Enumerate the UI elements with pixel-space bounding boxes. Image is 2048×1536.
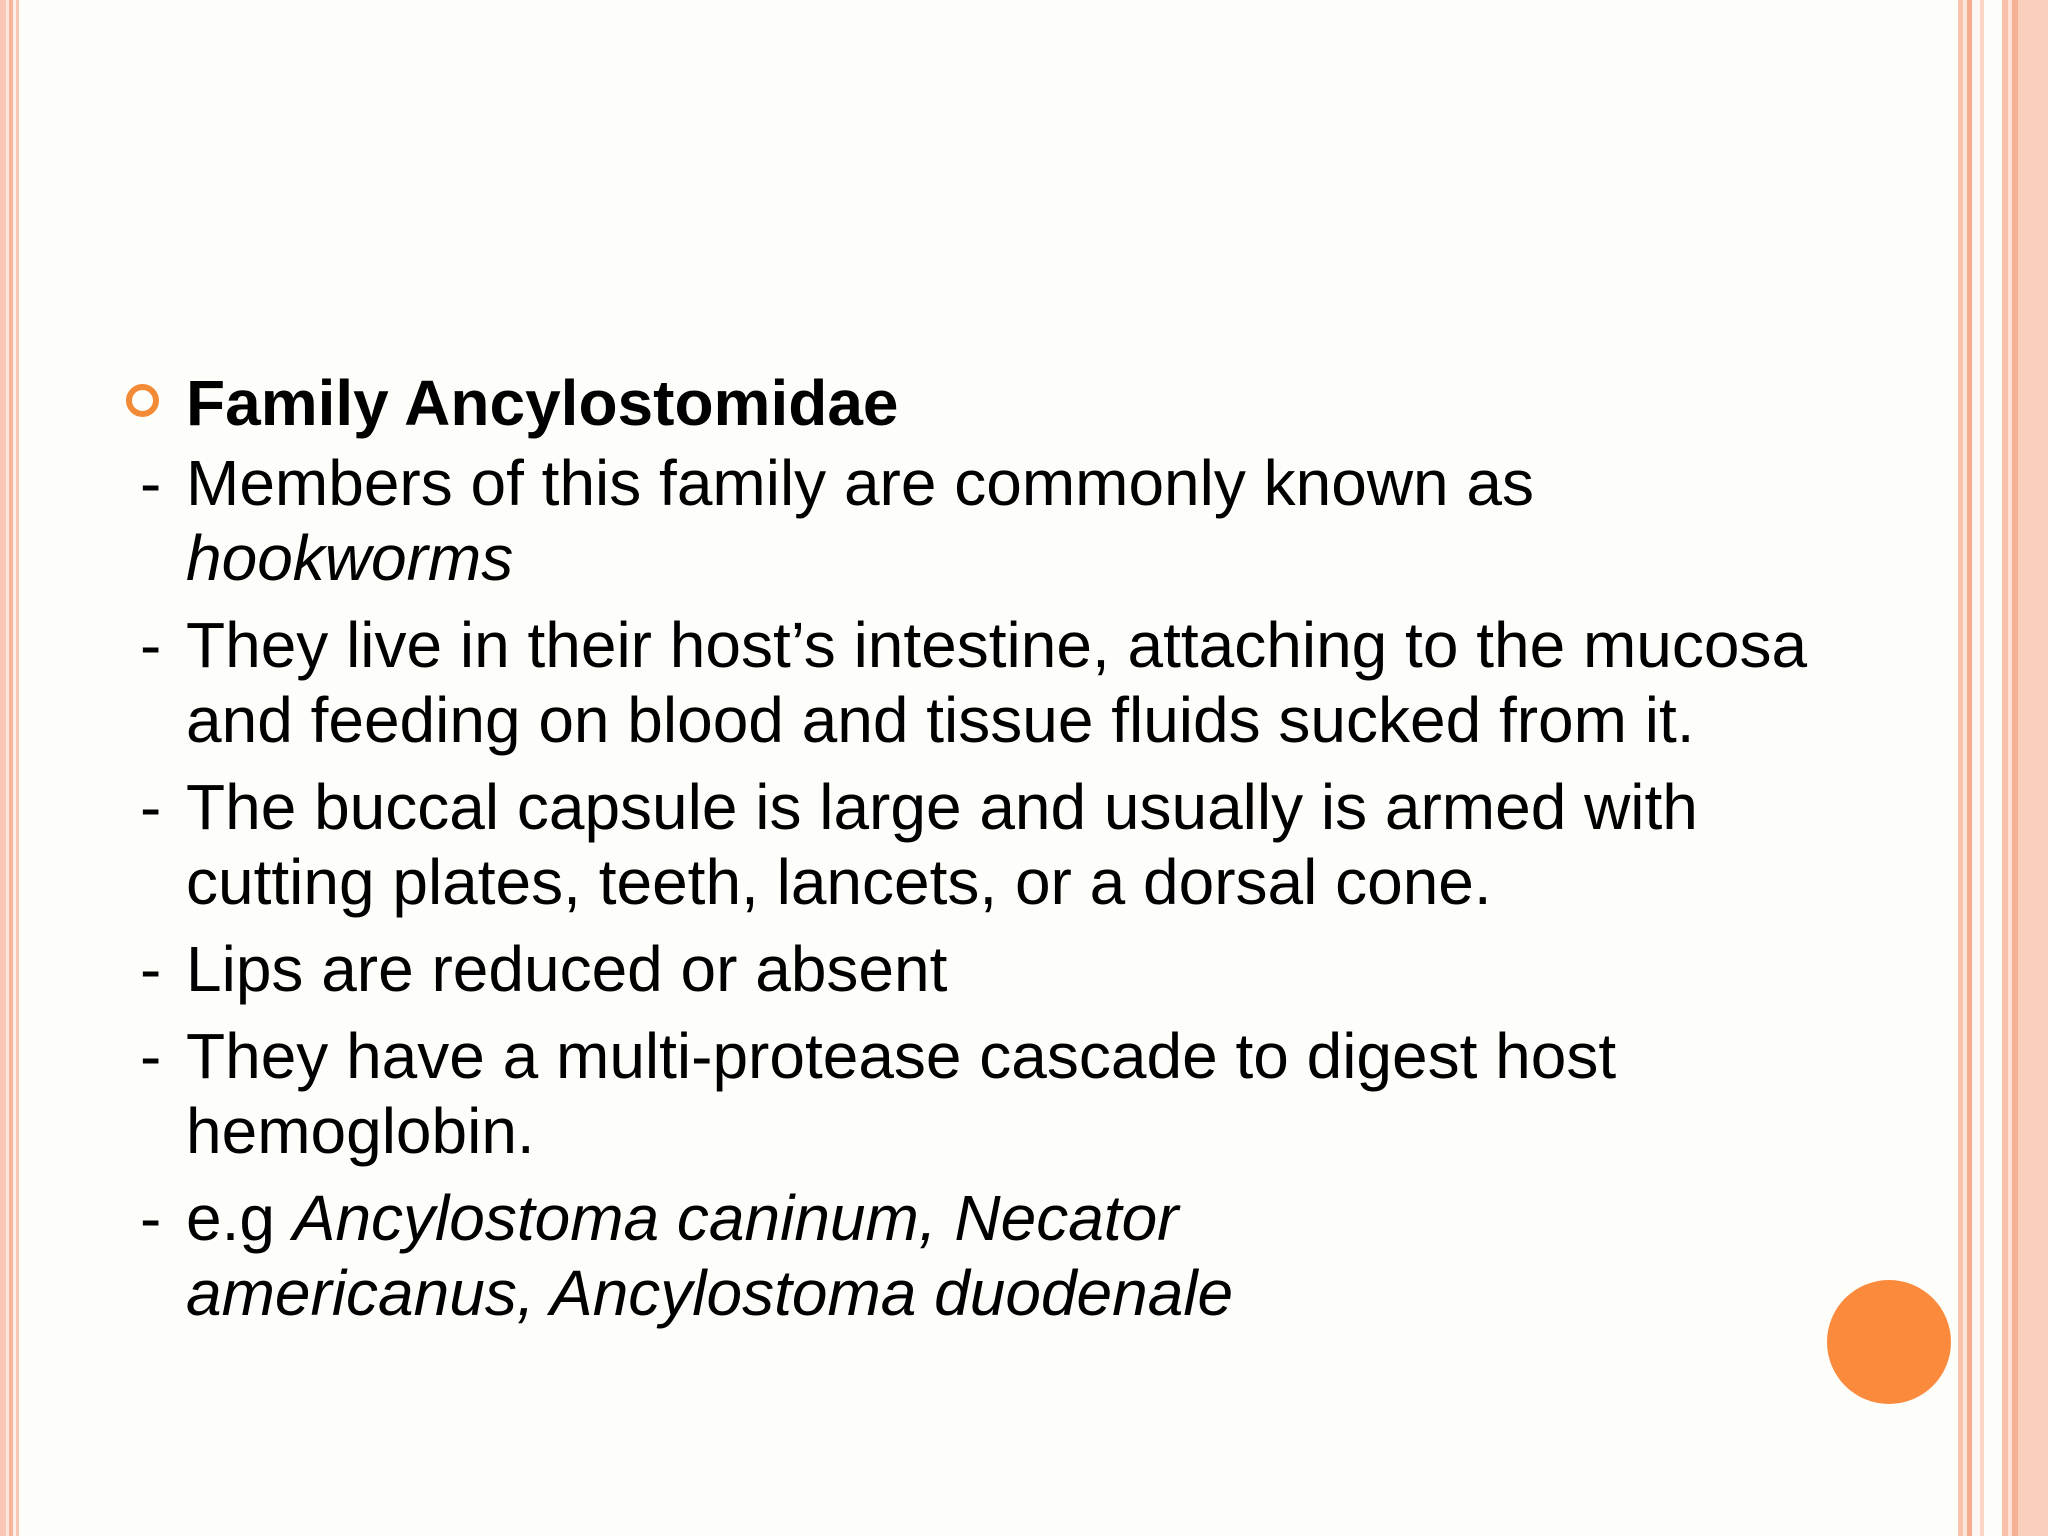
item-line: cutting plates, teeth, lancets, or a dorsal cone.	[186, 846, 1492, 918]
example-prefix: e.g	[186, 1182, 293, 1254]
list-item	[126, 608, 1926, 758]
species-names-italic: Ancylostoma caninum, Necator	[292, 1182, 1179, 1254]
list-item	[126, 932, 1926, 1007]
dash-marker: -	[140, 933, 162, 1005]
ring-bullet-icon	[126, 384, 159, 417]
list-item	[126, 1019, 1926, 1169]
list-item	[126, 770, 1926, 920]
dash-marker: -	[140, 609, 162, 681]
item-line	[186, 1181, 1926, 1256]
species-names-italic: americanus, Ancylostoma duodenale	[186, 1257, 1234, 1329]
right-border-decoration	[1958, 0, 2048, 1536]
item-line: Members of this family are commonly known as	[186, 447, 1534, 519]
dash-marker: -	[140, 447, 162, 519]
slide-content	[126, 360, 1926, 1343]
item-line: hemoglobin.	[186, 1095, 535, 1167]
list-item	[126, 446, 1926, 596]
item-line-italic: hookworms	[186, 522, 514, 594]
item-line: Lips are reduced or absent	[186, 933, 948, 1005]
item-line: They live in their host’s intestine, attaching to the mucosa	[186, 609, 1808, 681]
dash-marker: -	[140, 1020, 162, 1092]
slide-heading: Family Ancylostomidae	[186, 367, 899, 439]
dash-marker: -	[140, 1182, 162, 1254]
heading-row	[126, 360, 1926, 446]
item-line: They have a multi-protease cascade to digest host	[186, 1020, 1617, 1092]
dash-marker: -	[140, 771, 162, 843]
item-line: The buccal capsule is large and usually is armed with	[186, 771, 1698, 843]
item-line: and feeding on blood and tissue fluids sucked from it.	[186, 684, 1695, 756]
left-border-decoration	[0, 0, 22, 1536]
list-item	[126, 1181, 1926, 1331]
